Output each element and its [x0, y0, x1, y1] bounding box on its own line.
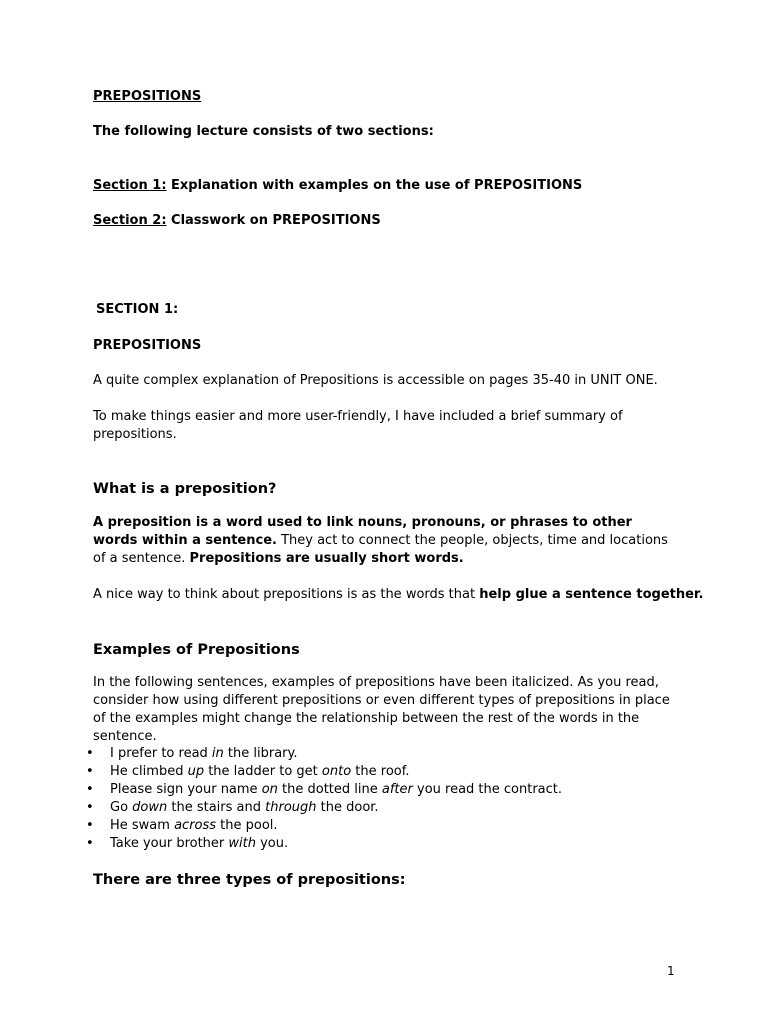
glue-bold: help glue a sentence together.: [479, 587, 704, 602]
what-is-heading: What is a preposition?: [93, 481, 277, 497]
doc-title: PREPOSITIONS: [93, 89, 202, 104]
list-item: • Go down the stairs and through the door.: [86, 799, 562, 817]
page-number: 1: [667, 964, 675, 978]
preposition: onto: [321, 764, 352, 779]
definition-text: They act to connect the people, objects, time and locations of a sentence.: [93, 533, 668, 566]
section1-subheading: PREPOSITIONS: [93, 338, 202, 353]
examples-intro: In the following sentences, examples of prepositions have been italicized. As you read, consider how using different prepositions or even different types of prepositions in place of the examples might change the relationship between the rest of the words in the sentence.: [93, 675, 670, 744]
list-item: • He swam across the pool.: [86, 817, 562, 835]
examples-list: [86, 745, 562, 853]
section1-summary: [93, 177, 582, 195]
section1-label: Section 1:: [93, 178, 167, 193]
preposition: with: [228, 836, 256, 851]
preposition: across: [174, 818, 217, 833]
section1-description: Explanation with examples on the use of PREPOSITIONS: [166, 178, 583, 193]
examples-heading: Examples of Prepositions: [93, 642, 300, 658]
preposition: after: [381, 782, 413, 797]
section1-heading: SECTION 1:: [96, 302, 179, 317]
definition-bold-2: Prepositions are usually short words.: [189, 551, 464, 566]
intro-text: The following lecture consists of two sections:: [93, 124, 434, 139]
types-heading: There are three types of prepositions:: [93, 872, 406, 888]
list-item: • Take your brother with you.: [86, 835, 562, 853]
section2-description: Classwork on PREPOSITIONS: [166, 213, 381, 228]
list-item: • I prefer to read in the library.: [86, 745, 562, 763]
section2-label: Section 2:: [93, 213, 167, 228]
section1-para2: To make things easier and more user-friendly, I have included a brief summary of prepositions.: [93, 409, 623, 442]
definition-bold: A preposition is a word used to link nouns, pronouns, or phrases to other words within a sentence.: [93, 515, 632, 548]
preposition: on: [261, 782, 278, 797]
definition-paragraph: [93, 514, 673, 568]
preposition: up: [187, 764, 205, 779]
list-item: • He climbed up the ladder to get onto the roof.: [86, 763, 562, 781]
list-item: • Please sign your name on the dotted line after you read the contract.: [86, 781, 562, 799]
preposition: down: [132, 800, 168, 815]
preposition: through: [265, 800, 317, 815]
glue-text: A nice way to think about prepositions is as the words that: [93, 587, 480, 602]
section1-para1: A quite complex explanation of Prepositions is accessible on pages 35-40 in UNIT ONE.: [93, 373, 658, 388]
preposition: in: [211, 746, 224, 761]
section2-summary: [93, 212, 381, 230]
glue-paragraph: [93, 586, 703, 604]
